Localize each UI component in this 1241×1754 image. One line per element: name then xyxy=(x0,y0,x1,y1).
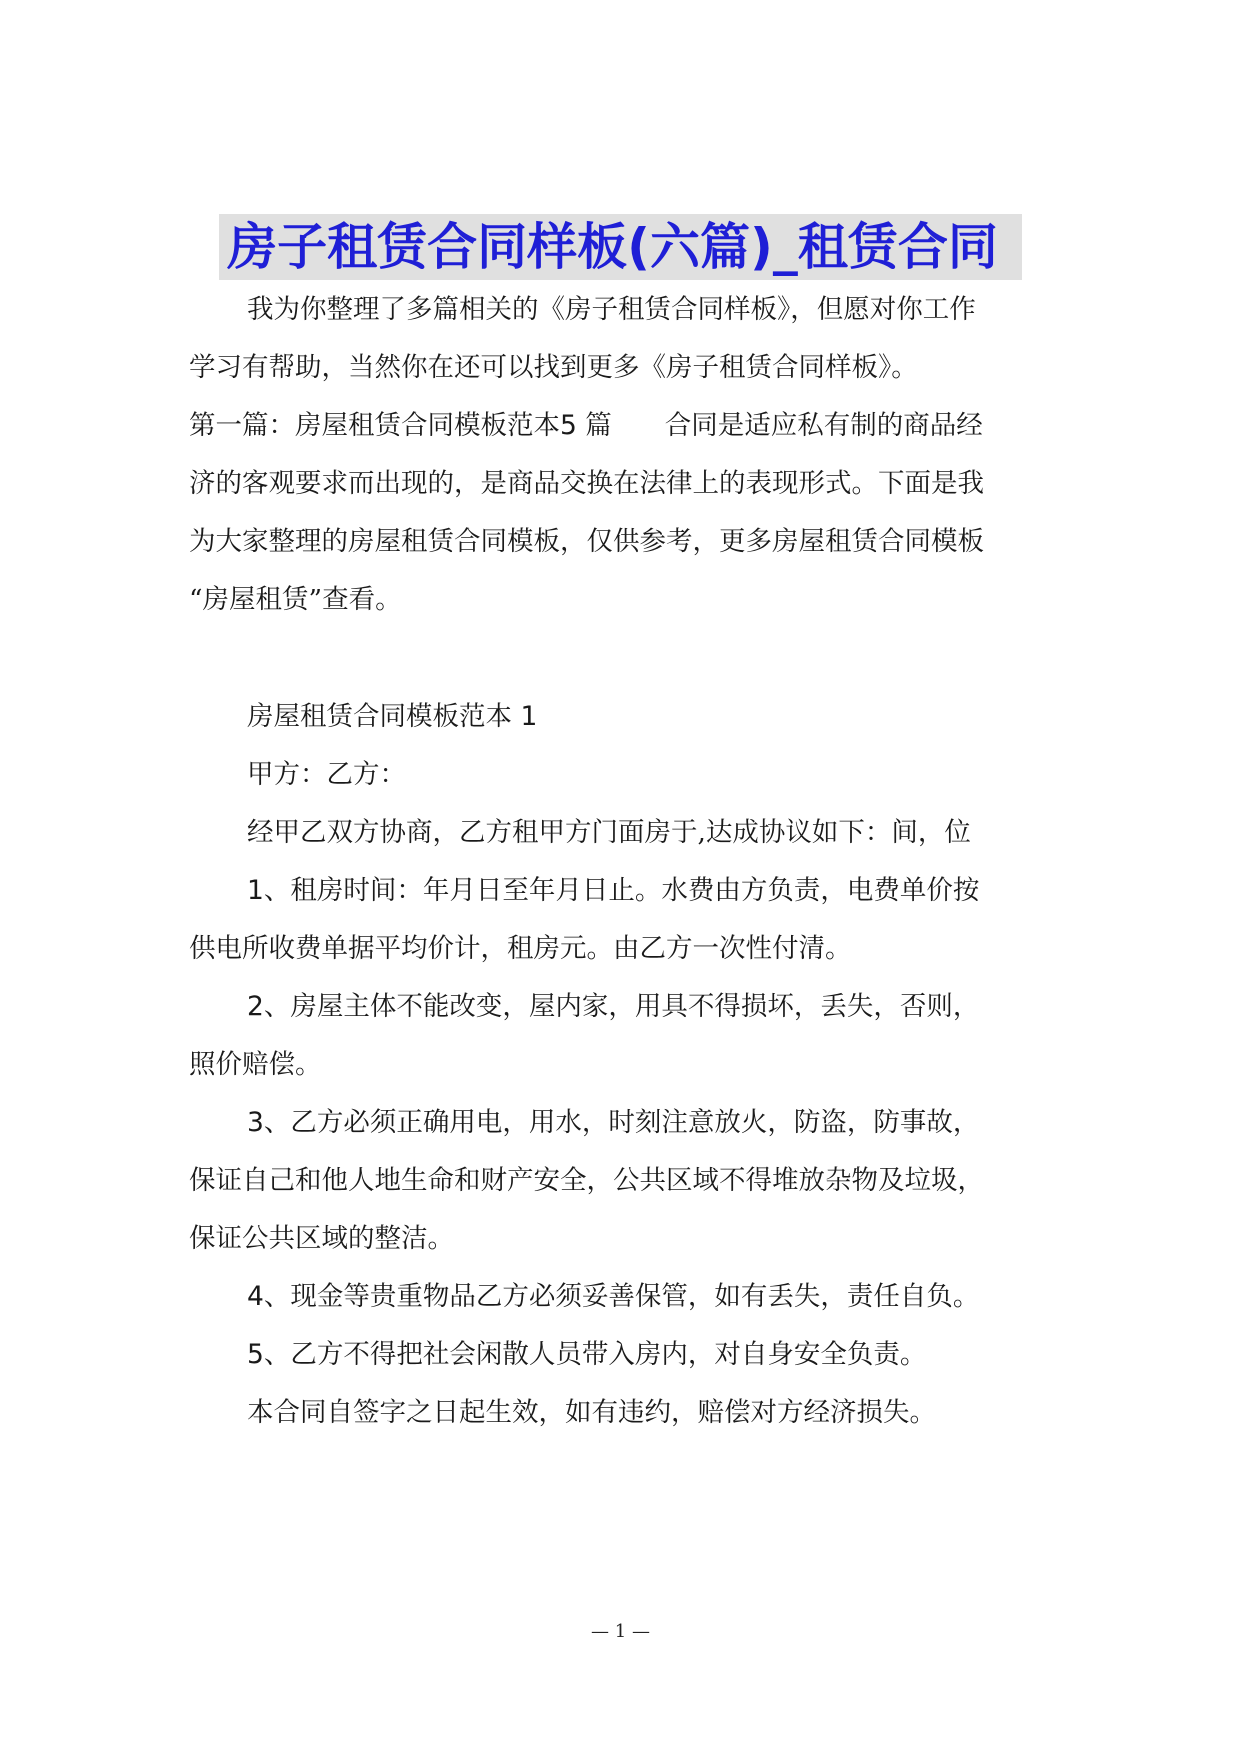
clause-4-line-1 xyxy=(189,1264,1127,1329)
contract-effective-clause: 本合同自签字之日起生效，如有违约，赔偿对方经济损失。 xyxy=(247,1397,936,1428)
clause-1-text: 、租房时间：年月日至年月日止。水费由方负责，电费单价按 xyxy=(263,875,980,906)
clause-5-number: 5 xyxy=(247,1339,264,1370)
document-title: 房子租赁合同样板(六篇)_租赁合同 xyxy=(219,214,1022,280)
clause-1-number: 1 xyxy=(247,875,264,906)
section1-line-4: “房屋租赁”查看。 xyxy=(189,584,402,615)
title-wrapper xyxy=(0,214,1241,280)
page-number: — 1 — xyxy=(591,1621,650,1642)
intro-line-1: 我为你整理了多篇相关的《房子租赁合同样板》，但愿对你工作 xyxy=(247,294,976,325)
contract-heading xyxy=(189,684,1127,749)
clause-2-line-2: 照价赔偿。 xyxy=(189,1049,322,1080)
clause-3-line-3: 保证公共区域的整洁。 xyxy=(189,1223,454,1254)
clause-2-line-1 xyxy=(189,974,1127,1039)
intro-line-2: 学习有帮助，当然你在还可以找到更多《房子租赁合同样板》。 xyxy=(189,352,918,383)
section1-line-1-tail: 篇 合同是适应私有制的商品经 xyxy=(576,410,983,441)
contract-agreement: 经甲乙双方协商，乙方租甲方门面房于,达成协议如下：间，位 xyxy=(247,817,971,848)
clause-4-text: 、现金等贵重物品乙方必须妥善保管，如有丢失，责任自负。 xyxy=(263,1281,980,1312)
clause-4-number: 4 xyxy=(247,1281,264,1312)
clause-2-number: 2 xyxy=(247,991,264,1022)
clause-1-line-1 xyxy=(189,858,1127,923)
clause-2-text: 、房屋主体不能改变，屋内家，用具不得损坏，丢失，否则， xyxy=(263,991,980,1022)
section1-count: 5 xyxy=(560,410,577,441)
clause-1-line-2: 供电所收费单据平均价计，租房元。由乙方一次性付清。 xyxy=(189,933,852,964)
clause-3-number: 3 xyxy=(247,1107,264,1138)
clause-5-text: 、乙方不得把社会闲散人员带入房内，对自身安全负责。 xyxy=(263,1339,927,1370)
contract-parties: 甲方：乙方： xyxy=(247,759,406,790)
clause-5-line-1 xyxy=(189,1322,1127,1387)
clause-3-text: 、乙方必须正确用电，用水，时刻注意放火，防盗，防事故， xyxy=(263,1107,980,1138)
clause-3-line-1 xyxy=(189,1090,1127,1155)
section1-line-2: 济的客观要求而出现的，是商品交换在法律上的表现形式。下面是我 xyxy=(189,468,984,499)
clause-3-line-2: 保证自己和他人地生命和财产安全，公共区域不得堆放杂物及垃圾， xyxy=(189,1165,984,1196)
contract-heading-number: 1 xyxy=(520,701,538,732)
section1-heading: 第一篇：房屋租赁合同模板范本 xyxy=(189,410,560,441)
section1-line-3: 为大家整理的房屋租赁合同模板，仅供参考，更多房屋租赁合同模板 xyxy=(189,526,984,557)
contract-heading-text: 房屋租赁合同模板范本 xyxy=(247,701,521,732)
section1-line-1 xyxy=(189,393,1069,458)
